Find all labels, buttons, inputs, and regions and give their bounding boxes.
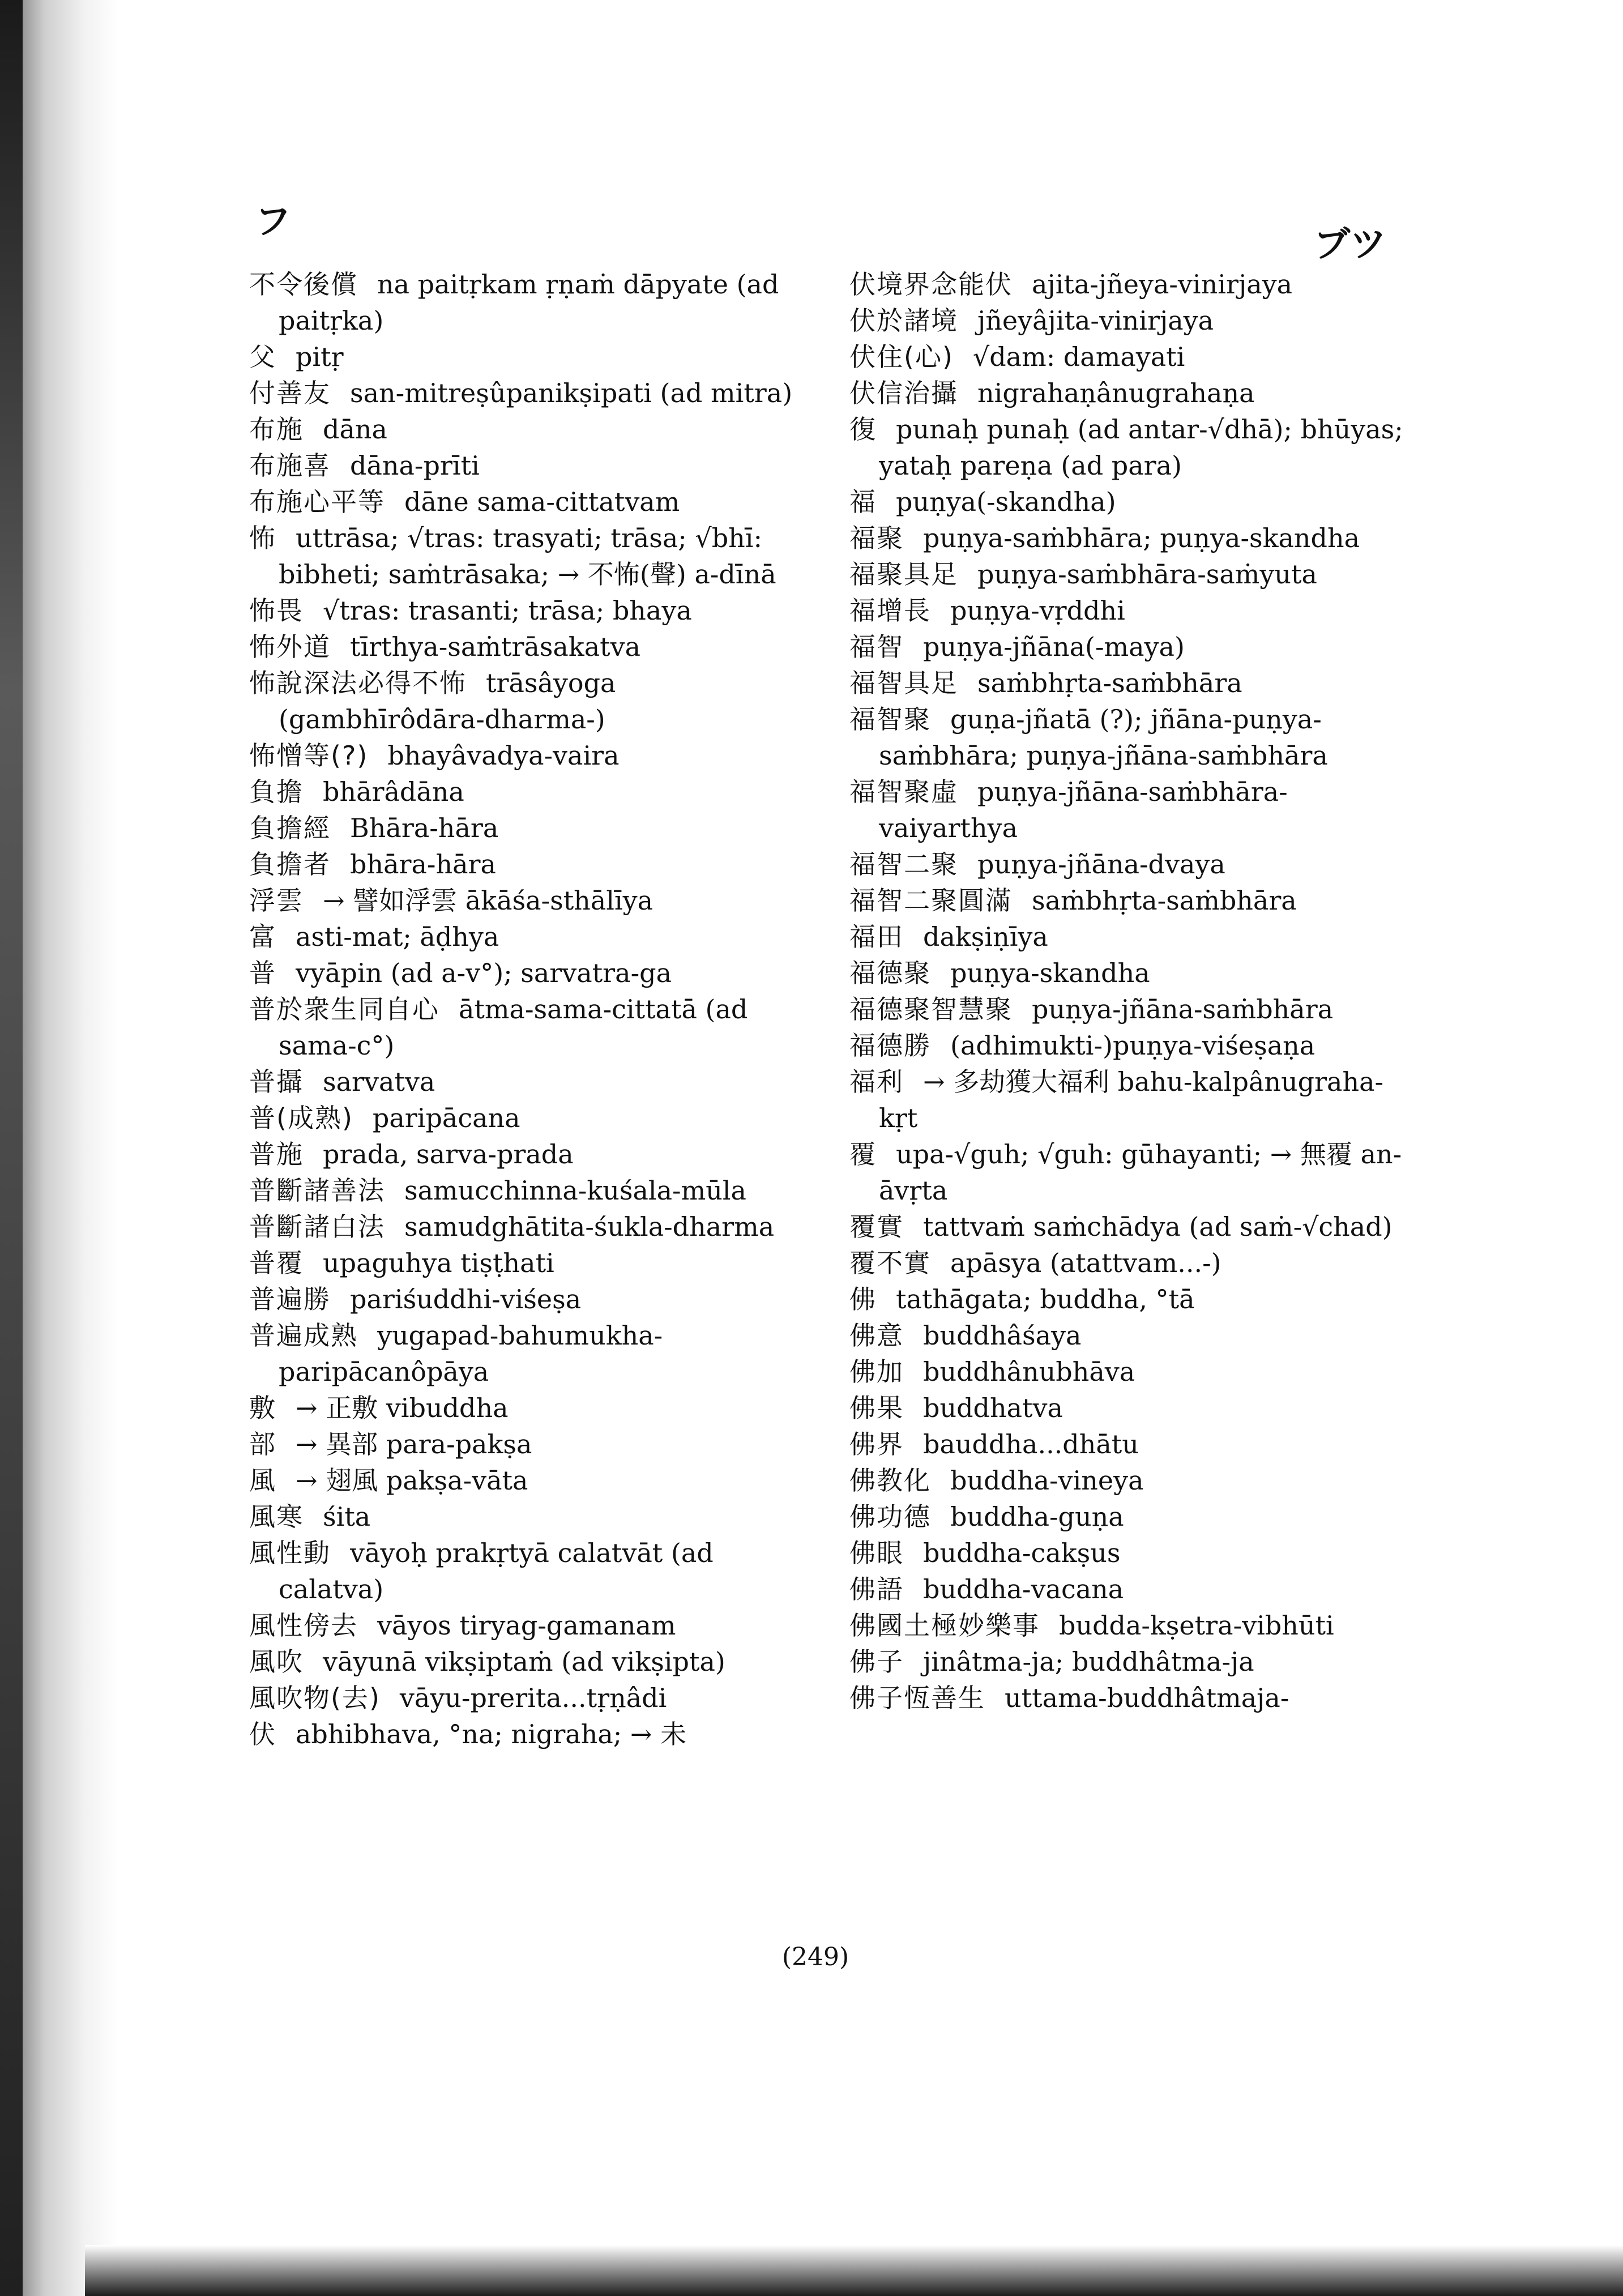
entry-sanskrit: (adhimukti-)puṇya-viśeṣaṇa xyxy=(950,1030,1316,1061)
entry-headword: 伏住(心) xyxy=(849,342,954,372)
entry-sanskrit: → 翅風 pakṣa-vāta xyxy=(296,1465,528,1496)
entry-sanskrit: vāyoḥ prakṛtyā calatvāt (ad calatva) xyxy=(279,1538,714,1604)
entry-sanskrit: sarvatva xyxy=(323,1066,435,1097)
entry-headword: 福智二聚圓滿 xyxy=(849,885,1013,916)
dictionary-entry xyxy=(849,846,1416,882)
dictionary-entry xyxy=(249,1172,821,1209)
page-number: (249) xyxy=(781,1943,849,1971)
dictionary-entry xyxy=(849,1571,1416,1607)
entry-sanskrit: uttrāsa; √tras: trasyati; trāsa; √bhī: bibheti; saṁtrāsaka; → 不怖(聲) a-dīnā xyxy=(279,523,776,590)
entry-headword: 怖 xyxy=(249,523,276,553)
entry-headword: 佛眼 xyxy=(849,1538,904,1568)
dictionary-entry xyxy=(849,1607,1416,1644)
dictionary-entry xyxy=(249,484,821,520)
header-right-kana: ブツ xyxy=(1314,224,1386,266)
entry-sanskrit: → 多劫獲大福利 bahu-kalpânugraha-kṛt xyxy=(879,1066,1384,1133)
dictionary-entry xyxy=(249,1390,821,1426)
entry-sanskrit: puṇya-jñāna-dvaya xyxy=(977,849,1225,880)
entry-headword: 富 xyxy=(249,921,276,952)
entry-sanskrit: tathāgata; buddha, °tā xyxy=(896,1284,1195,1315)
entry-sanskrit: dāna-prīti xyxy=(350,450,480,481)
dictionary-entry xyxy=(849,1680,1416,1716)
dictionary-entry xyxy=(249,665,821,737)
dictionary-entry xyxy=(249,1136,821,1172)
dictionary-entry xyxy=(249,1317,821,1390)
entry-headword: 負擔經 xyxy=(249,813,331,843)
entry-headword: 浮雲 xyxy=(249,885,304,916)
dictionary-entry xyxy=(249,1245,821,1281)
entry-headword: 覆不實 xyxy=(849,1248,931,1278)
entry-headword: 伏境界念能伏 xyxy=(849,269,1013,300)
entry-headword: 佛教化 xyxy=(849,1465,931,1496)
left-column xyxy=(249,266,821,1752)
entry-sanskrit: asti-mat; āḍhya xyxy=(296,921,499,952)
entry-sanskrit: yugapad-bahumukha-paripācanôpāya xyxy=(279,1320,663,1387)
entry-headword: 福德聚智慧聚 xyxy=(849,994,1013,1025)
entry-sanskrit: → 異部 para-pakṣa xyxy=(296,1429,532,1459)
entry-sanskrit: tīrthya-saṁtrāsakatva xyxy=(350,631,641,662)
entry-headword: 普斷諸白法 xyxy=(249,1211,385,1242)
dictionary-entry xyxy=(249,1499,821,1535)
dictionary-entry xyxy=(249,339,821,375)
entry-headword: 普斷諸善法 xyxy=(249,1175,385,1206)
entry-sanskrit: buddha-guṇa xyxy=(950,1501,1124,1532)
entry-sanskrit: dāne sama-cittatvam xyxy=(404,486,680,517)
dictionary-entry xyxy=(249,447,821,484)
dictionary-entry xyxy=(249,266,821,339)
entry-sanskrit: bhārâdāna xyxy=(323,776,464,807)
dictionary-entry xyxy=(849,1390,1416,1426)
entry-headword: 佛子恆善生 xyxy=(849,1683,985,1713)
entry-headword: 佛國土極妙樂事 xyxy=(849,1610,1040,1641)
scan-edge-bottom xyxy=(85,2245,1623,2296)
entry-headword: 伏 xyxy=(249,1719,276,1749)
entry-headword: 普 xyxy=(249,958,276,988)
entry-headword: 風性傍去 xyxy=(249,1610,358,1641)
entry-headword: 福智二聚 xyxy=(849,849,958,880)
entry-sanskrit: dāna xyxy=(323,414,387,445)
entry-sanskrit: samucchinna-kuśala-mūla xyxy=(404,1175,746,1206)
entry-headword: 布施喜 xyxy=(249,450,331,481)
dictionary-entry xyxy=(849,1209,1416,1245)
dictionary-entry xyxy=(849,266,1416,302)
dictionary-entry xyxy=(849,991,1416,1027)
dictionary-entry xyxy=(249,1716,821,1752)
entry-sanskrit: puṇya-saṁbhāra-saṁyuta xyxy=(977,559,1317,590)
dictionary-entry xyxy=(249,919,821,955)
dictionary-entry xyxy=(249,1607,821,1644)
entry-sanskrit: śita xyxy=(323,1501,371,1532)
dictionary-entry xyxy=(849,774,1416,846)
entry-sanskrit: puṇya(-skandha) xyxy=(896,486,1116,517)
dictionary-entry xyxy=(849,1535,1416,1571)
entry-headword: 福聚具足 xyxy=(849,559,958,590)
entry-sanskrit: upa-√guh; √guh: gūhayanti; → 無覆 an-āvṛta xyxy=(879,1139,1402,1206)
entry-headword: 負擔者 xyxy=(249,849,331,880)
entry-sanskrit: puṇya-jñāna(-maya) xyxy=(923,631,1185,662)
dictionary-entry xyxy=(249,375,821,411)
entry-headword: 普遍勝 xyxy=(249,1284,331,1315)
entry-sanskrit: puṇya-vṛddhi xyxy=(950,595,1125,626)
entry-headword: 福聚 xyxy=(849,523,904,553)
entry-headword: 普覆 xyxy=(249,1248,304,1278)
entry-headword: 覆 xyxy=(849,1139,877,1170)
dictionary-entry xyxy=(249,991,821,1064)
dictionary-entry xyxy=(249,882,821,919)
entry-sanskrit: paripācana xyxy=(372,1103,520,1133)
dictionary-entry xyxy=(849,339,1416,375)
dictionary-entry xyxy=(249,520,821,592)
entry-headword: 布施心平等 xyxy=(249,486,385,517)
dictionary-entry xyxy=(249,774,821,810)
dictionary-entry xyxy=(849,1064,1416,1136)
dictionary-entry xyxy=(849,1354,1416,1390)
entry-sanskrit: bhayâvadya-vaira xyxy=(387,740,620,771)
dictionary-entry xyxy=(849,1136,1416,1209)
entry-sanskrit: puṇya-skandha xyxy=(950,958,1150,988)
entry-sanskrit: upaguhya tiṣṭhati xyxy=(323,1248,554,1278)
entry-headword: 福智 xyxy=(849,631,904,662)
dictionary-entry xyxy=(849,955,1416,991)
entry-sanskrit: trāsâyoga (gambhīrôdāra-dharma-) xyxy=(279,668,616,735)
entry-headword: 敷 xyxy=(249,1393,276,1423)
entry-sanskrit: buddha-vineya xyxy=(950,1465,1144,1496)
dictionary-entry xyxy=(849,1317,1416,1354)
entry-sanskrit: tattvaṁ saṁchādya (ad saṁ-√chad) xyxy=(923,1211,1393,1242)
entry-headword: 風吹物(去) xyxy=(249,1683,381,1713)
entry-headword: 福 xyxy=(849,486,877,517)
entry-headword: 佛果 xyxy=(849,1393,904,1423)
entry-sanskrit: → 譬如浮雲 ākāśa-sthālīya xyxy=(323,885,654,916)
dictionary-entry xyxy=(849,411,1416,484)
entry-headword: 怖說深法必得不怖 xyxy=(249,668,467,698)
entry-sanskrit: puṇya-saṁbhāra; puṇya-skandha xyxy=(923,523,1360,553)
entry-headword: 怖畏 xyxy=(249,595,304,626)
entry-sanskrit: puṇya-jñāna-saṁbhāra xyxy=(1032,994,1334,1025)
entry-headword: 普攝 xyxy=(249,1066,304,1097)
entry-sanskrit: saṁbhṛta-saṁbhāra xyxy=(1032,885,1297,916)
entry-sanskrit: ajita-jñeya-vinirjaya xyxy=(1032,269,1293,300)
entry-headword: 福增長 xyxy=(849,595,931,626)
entry-headword: 福田 xyxy=(849,921,904,952)
entry-sanskrit: → 正敷 vibuddha xyxy=(296,1393,509,1423)
dictionary-entry xyxy=(249,592,821,629)
entry-headword: 風吹 xyxy=(249,1646,304,1677)
entry-headword: 普施 xyxy=(249,1139,304,1170)
entry-headword: 覆實 xyxy=(849,1211,904,1242)
entry-sanskrit: buddha-cakṣus xyxy=(923,1538,1121,1568)
entry-headword: 佛界 xyxy=(849,1429,904,1459)
entry-sanskrit: pariśuddhi-viśeṣa xyxy=(350,1284,582,1315)
entry-sanskrit: apāsya (atattvam...-) xyxy=(950,1248,1221,1278)
dictionary-entry xyxy=(849,484,1416,520)
entry-sanskrit: vāyu-prerita...tṛṇâdi xyxy=(399,1683,667,1713)
entry-headword: 不令後償 xyxy=(249,269,358,300)
dictionary-entry xyxy=(849,1245,1416,1281)
dictionary-entry xyxy=(249,629,821,665)
entry-headword: 佛加 xyxy=(849,1356,904,1387)
dictionary-entry xyxy=(249,1462,821,1499)
dictionary-entry xyxy=(849,556,1416,592)
entry-headword: 佛語 xyxy=(849,1574,904,1604)
entry-sanskrit: bhāra-hāra xyxy=(350,849,496,880)
dictionary-entry xyxy=(249,1426,821,1462)
dictionary-entry xyxy=(249,1680,821,1716)
entry-headword: 佛子 xyxy=(849,1646,904,1677)
entry-headword: 父 xyxy=(249,342,276,372)
entry-sanskrit: budda-kṣetra-vibhūti xyxy=(1059,1610,1334,1641)
entry-sanskrit: buddhâśaya xyxy=(923,1320,1082,1351)
entry-headword: 佛功德 xyxy=(849,1501,931,1532)
entry-headword: 復 xyxy=(849,414,877,445)
entry-sanskrit: vāyunā vikṣiptaṁ (ad vikṣipta) xyxy=(323,1646,725,1677)
dictionary-entry xyxy=(249,1535,821,1607)
dictionary-entry xyxy=(849,302,1416,339)
dictionary-entry xyxy=(849,1462,1416,1499)
entry-headword: 怖外道 xyxy=(249,631,331,662)
entry-sanskrit: buddhânubhāva xyxy=(923,1356,1135,1387)
scan-edge-left xyxy=(0,0,23,2296)
entry-sanskrit: punaḥ punaḥ (ad antar-√dhā); bhūyas; yataḥ pareṇa (ad para) xyxy=(879,414,1403,481)
entry-headword: 福智聚 xyxy=(849,704,931,735)
header-left-kana: フ xyxy=(255,201,291,243)
entry-headword: 伏於諸境 xyxy=(849,305,958,336)
entry-headword: 負擔 xyxy=(249,776,304,807)
dictionary-entry xyxy=(849,1027,1416,1064)
dictionary-entry xyxy=(849,629,1416,665)
entry-headword: 福智聚虛 xyxy=(849,776,958,807)
entry-sanskrit: buddha-vacana xyxy=(923,1574,1124,1604)
entry-sanskrit: Bhāra-hāra xyxy=(350,813,499,843)
entry-headword: 部 xyxy=(249,1429,276,1459)
dictionary-entry xyxy=(249,810,821,846)
dictionary-entry xyxy=(849,1426,1416,1462)
entry-sanskrit: prada, sarva-prada xyxy=(323,1139,574,1170)
entry-headword: 福德勝 xyxy=(849,1030,931,1061)
dictionary-entry xyxy=(849,1281,1416,1317)
entry-headword: 福德聚 xyxy=(849,958,931,988)
dictionary-entry xyxy=(249,1644,821,1680)
dictionary-entry xyxy=(249,1209,821,1245)
entry-headword: 布施 xyxy=(249,414,304,445)
entry-sanskrit: √tras: trasanti; trāsa; bhaya xyxy=(323,595,692,626)
dictionary-entry xyxy=(849,375,1416,411)
dictionary-entry xyxy=(849,701,1416,774)
dictionary-entry xyxy=(849,919,1416,955)
dictionary-entry xyxy=(249,1064,821,1100)
right-column xyxy=(849,266,1416,1716)
dictionary-entry xyxy=(249,955,821,991)
entry-sanskrit: san-mitreṣûpanikṣipati (ad mitra) xyxy=(350,378,793,408)
entry-headword: 福利 xyxy=(849,1066,904,1097)
entry-sanskrit: puṇya-jñāna-saṁbhāra-vaiyarthya xyxy=(879,776,1288,843)
entry-sanskrit: vyāpin (ad a-v°); sarvatra-ga xyxy=(296,958,672,988)
entry-sanskrit: saṁbhṛta-saṁbhāra xyxy=(977,668,1242,698)
entry-headword: 普於衆生同自心 xyxy=(249,994,439,1025)
dictionary-entry xyxy=(849,882,1416,919)
entry-sanskrit: ātma-sama-cittatā (ad sama-c°) xyxy=(279,994,748,1061)
dictionary-entry xyxy=(249,1281,821,1317)
entry-sanskrit: jñeyâjita-vinirjaya xyxy=(977,305,1214,336)
entry-headword: 風寒 xyxy=(249,1501,304,1532)
entry-headword: 風性動 xyxy=(249,1538,331,1568)
entry-sanskrit: √dam: damayati xyxy=(972,342,1185,372)
entry-sanskrit: nigrahaṇânugrahaṇa xyxy=(977,378,1255,408)
entry-sanskrit: samudghātita-śukla-dharma xyxy=(404,1211,775,1242)
dictionary-entry xyxy=(849,1499,1416,1535)
entry-headword: 佛意 xyxy=(849,1320,904,1351)
dictionary-entry xyxy=(849,665,1416,701)
entry-headword: 風 xyxy=(249,1465,276,1496)
entry-sanskrit: abhibhava, °na; nigraha; → 未 xyxy=(296,1719,687,1749)
dictionary-entry xyxy=(249,737,821,774)
entry-sanskrit: vāyos tiryag-gamanam xyxy=(377,1610,676,1641)
dictionary-entry xyxy=(249,1100,821,1136)
entry-sanskrit: buddhatva xyxy=(923,1393,1063,1423)
entry-sanskrit: jinâtma-ja; buddhâtma-ja xyxy=(923,1646,1254,1677)
dictionary-entry xyxy=(849,592,1416,629)
entry-sanskrit: bauddha...dhātu xyxy=(923,1429,1139,1459)
entry-headword: 福智具足 xyxy=(849,668,958,698)
dictionary-entry xyxy=(249,846,821,882)
entry-headword: 伏信治攝 xyxy=(849,378,958,408)
entry-headword: 付善友 xyxy=(249,378,331,408)
entry-headword: 佛 xyxy=(849,1284,877,1315)
entry-sanskrit: pitṛ xyxy=(296,342,344,372)
dictionary-entry xyxy=(249,411,821,447)
entry-headword: 怖憎等(?) xyxy=(249,740,369,771)
entry-headword: 普遍成熟 xyxy=(249,1320,358,1351)
dictionary-entry xyxy=(849,1644,1416,1680)
entry-sanskrit: uttama-buddhâtmaja- xyxy=(1005,1683,1289,1713)
entry-sanskrit: na paitṛkam ṛṇaṁ dāpyate (ad paitṛka) xyxy=(279,269,779,336)
dictionary-entry xyxy=(849,520,1416,556)
entry-sanskrit: dakṣiṇīya xyxy=(923,921,1048,952)
entry-sanskrit: guṇa-jñatā (?); jñāna-puṇya-saṁbhāra; puṇya-jñāna-saṁbhāra xyxy=(879,704,1328,771)
entry-headword: 普(成熟) xyxy=(249,1103,353,1133)
